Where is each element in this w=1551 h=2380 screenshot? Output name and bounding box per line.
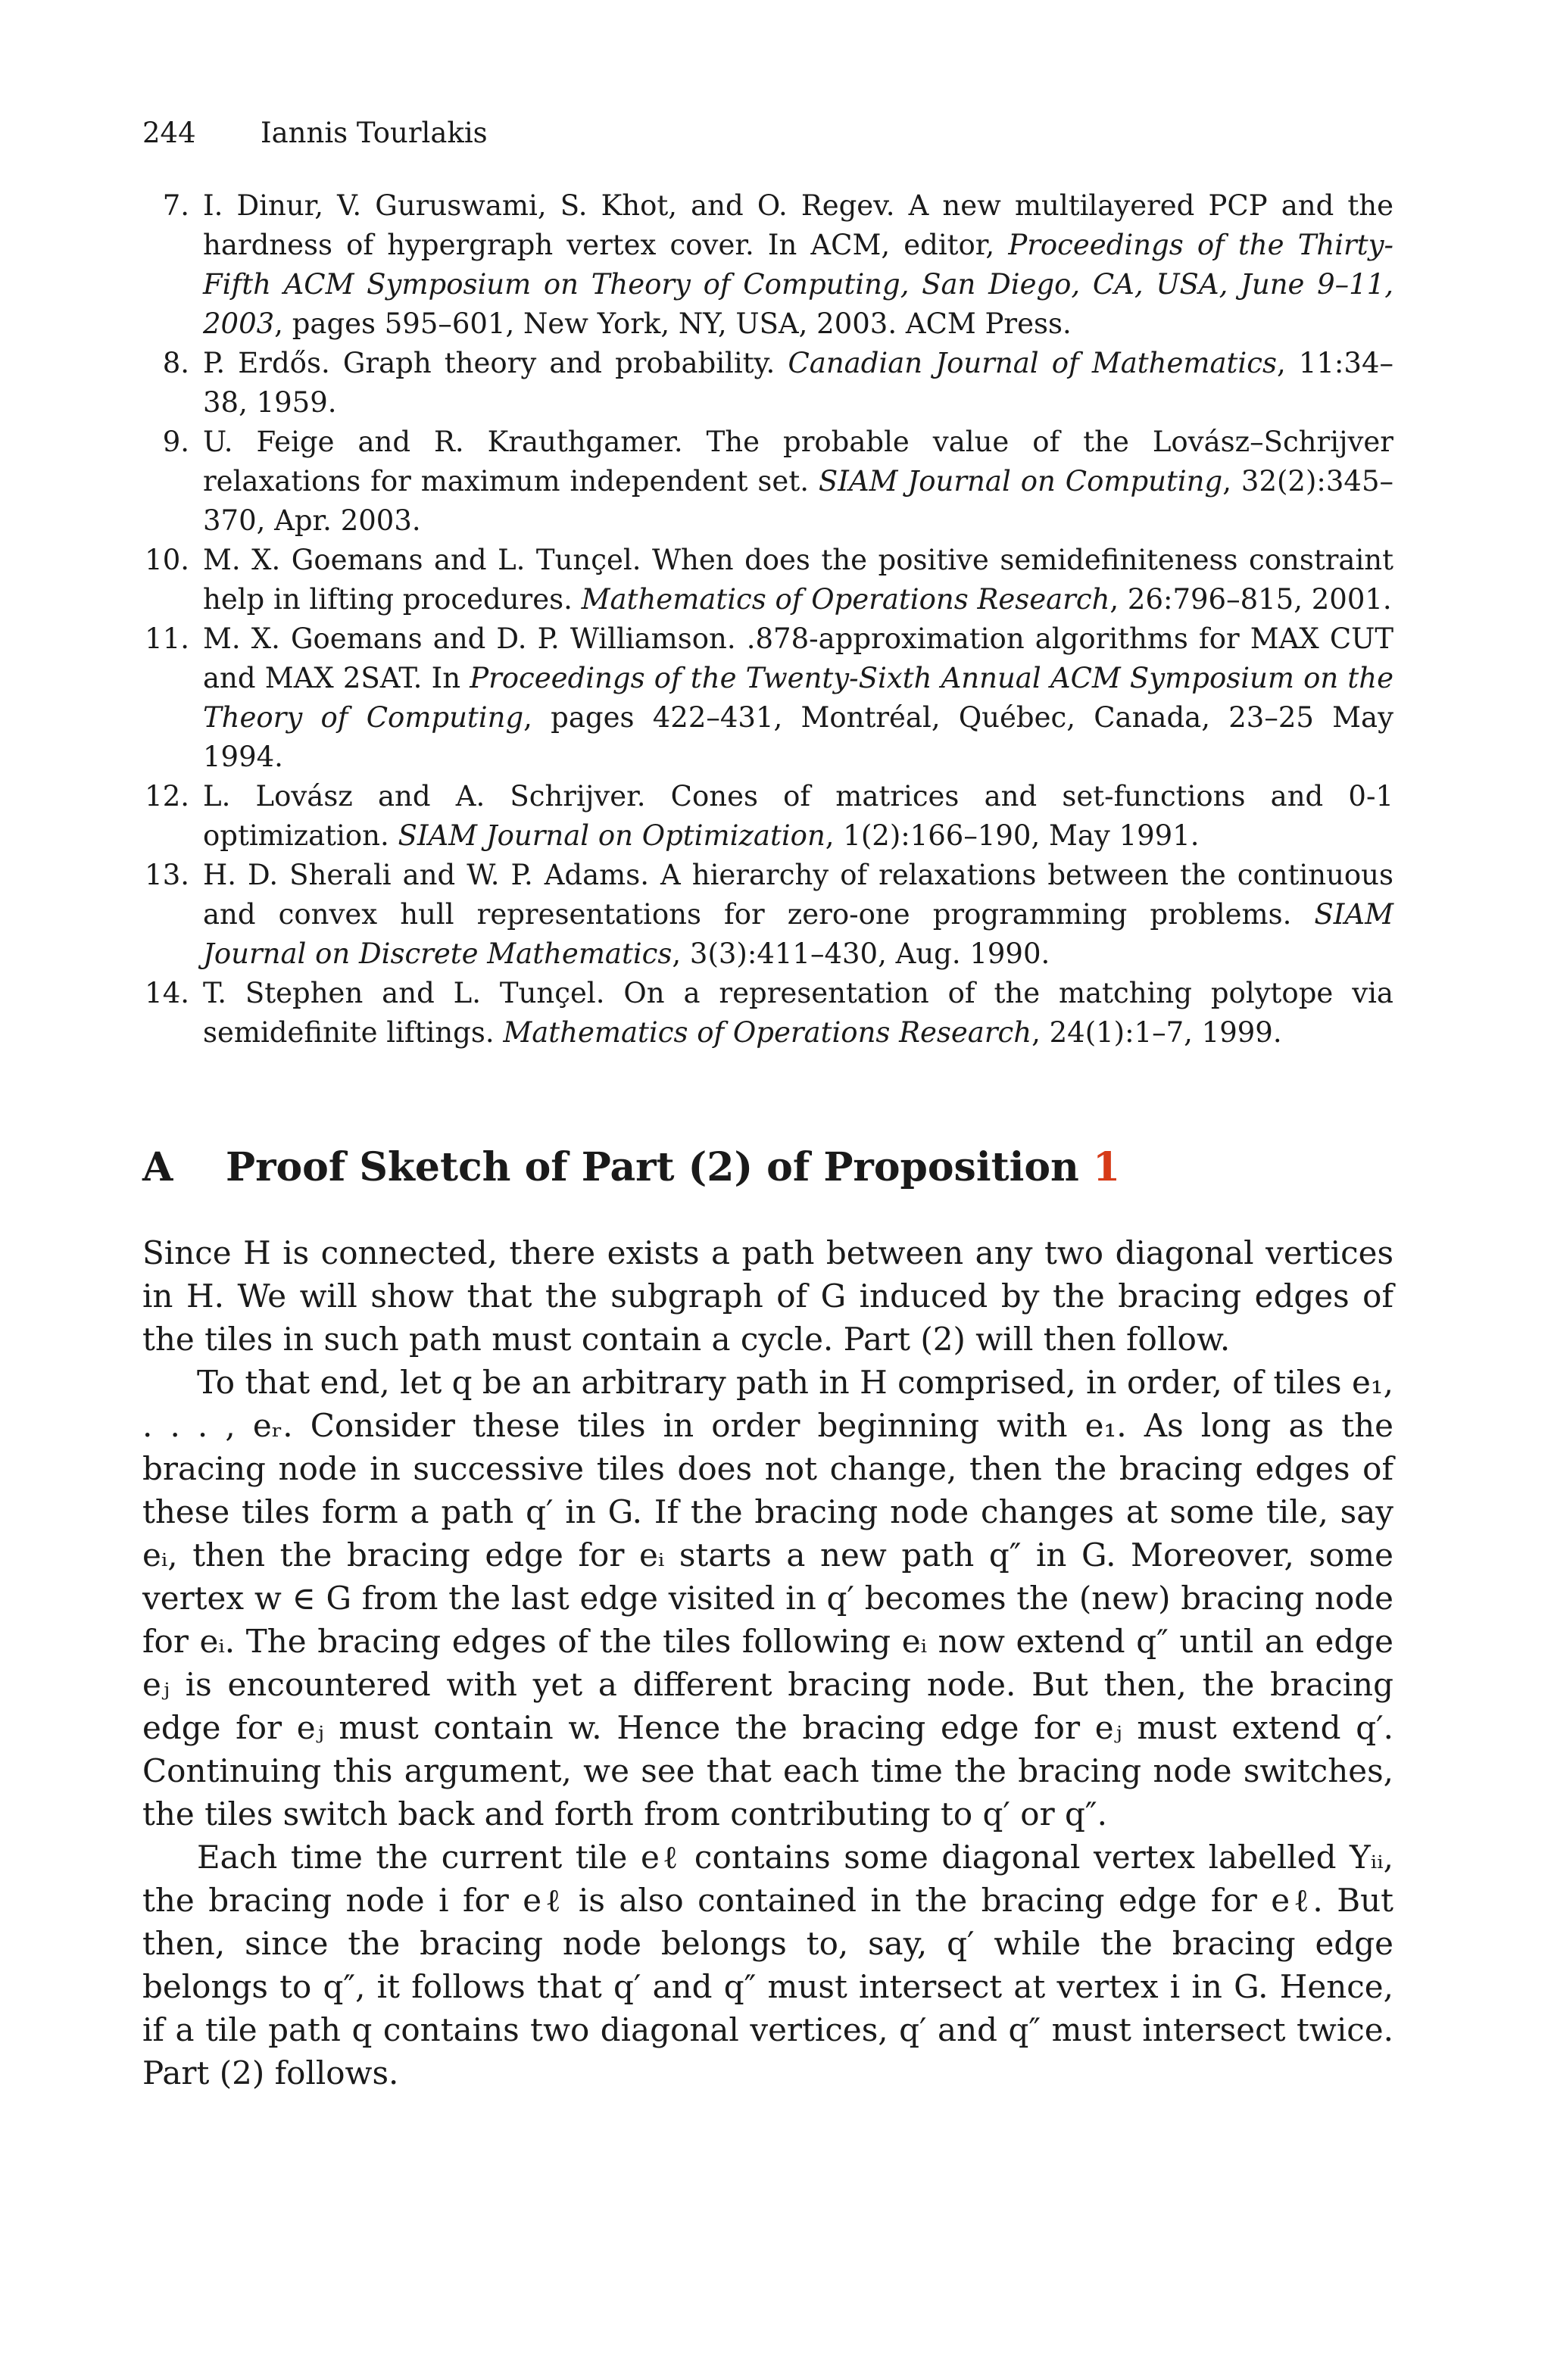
body-paragraph: To that end, let q be an arbitrary path in H comprised, in order, of tiles e₁, . . . , eᵣ. Consider these tiles in order beginning with e₁. As long as the bracing node in successive tiles does not change, then the bracing edges of these tiles form a path q′ in G. If the bracing node changes at some tile, say eᵢ, then the bracing edge for eᵢ starts a new path q″ in G. Moreover, some vertex w ∈ G from the last edge visited in q′ becomes the (new) bracing node for eᵢ. The bracing edges of the tiles following eᵢ now extend q″ until an edge eⱼ is encountered with yet a different bracing node. But then, the bracing edge for eⱼ must contain w. Hence the bracing edge for eⱼ must extend q′. Continuing this argument, we see that each time the bracing node switches, the tiles switch back and forth from contributing to q′ or q″. xyxy=(142,1364,1393,1833)
paper-page xyxy=(142,114,1393,2095)
reference-details: , 3(3):411–430, Aug. 1990. xyxy=(672,937,1050,970)
reference-details: , 1(2):166–190, May 1991. xyxy=(825,819,1200,852)
proposition-link[interactable]: 1 xyxy=(1092,1144,1121,1190)
page-number: 244 xyxy=(142,117,196,149)
reference-venue: SIAM Journal on Optimization xyxy=(398,819,825,852)
reference-item xyxy=(142,619,1393,777)
reference-number: 14. xyxy=(145,977,189,1009)
reference-number: 7. xyxy=(162,189,189,222)
section-heading xyxy=(142,1140,1393,1195)
reference-details: , 24(1):1–7, 1999. xyxy=(1031,1016,1282,1049)
reference-number: 8. xyxy=(162,347,189,379)
section-title: Proof Sketch of Part (2) of Proposition xyxy=(226,1144,1079,1190)
reference-item xyxy=(142,186,1393,344)
reference-details: , 32(2):345–370, Apr. 2003. xyxy=(203,465,1393,537)
reference-authors-title: T. Stephen and L. Tunçel. On a representation of the matching polytope via semidefinite liftings. xyxy=(203,977,1393,1049)
reference-venue: Canadian Journal of Mathematics xyxy=(788,347,1277,379)
reference-details: , 11:34–38, 1959. xyxy=(203,347,1393,419)
reference-authors-title: H. D. Sherali and W. P. Adams. A hierarchy of relaxations between the continuous and convex hull representations for zero-one programming problems. xyxy=(203,859,1393,931)
reference-authors-title: L. Lovász and A. Schrijver. Cones of matrices and set-functions and 0-1 optimization. xyxy=(203,780,1393,852)
reference-item xyxy=(142,344,1393,423)
reference-authors-title: I. Dinur, V. Guruswami, S. Khot, and O. Regev. A new multilayered PCP and the hardness of hypergraph vertex cover. In ACM, editor, xyxy=(203,189,1393,261)
reference-item xyxy=(142,541,1393,619)
reference-venue: Proceedings of the Twenty-Sixth Annual ACM Symposium on the Theory of Computing xyxy=(203,662,1393,734)
reference-number: 11. xyxy=(145,622,189,655)
reference-authors-title: M. X. Goemans and D. P. Williamson. .878-approximation algorithms for MAX CUT and MAX 2SAT. In xyxy=(203,622,1393,694)
reference-item xyxy=(142,423,1393,541)
reference-number: 10. xyxy=(145,544,189,576)
reference-details: , 26:796–815, 2001. xyxy=(1109,583,1392,616)
reference-venue: Mathematics of Operations Research xyxy=(503,1016,1032,1049)
reference-authors-title: U. Feige and R. Krauthgamer. The probable value of the Lovász–Schrijver relaxations for maximum independent set. xyxy=(203,426,1393,498)
reference-item xyxy=(142,777,1393,856)
reference-number: 12. xyxy=(145,780,189,813)
running-head xyxy=(142,114,1393,153)
reference-details: , pages 595–601, New York, NY, USA, 2003. ACM Press. xyxy=(274,307,1072,340)
reference-authors-title: M. X. Goemans and L. Tunçel. When does the positive semidefiniteness constraint help in lifting procedures. xyxy=(203,544,1393,616)
reference-number: 13. xyxy=(145,859,189,891)
body-paragraph: Each time the current tile eℓ contains some diagonal vertex labelled Yᵢᵢ, the bracing node i for eℓ is also contained in the bracing edge for eℓ. But then, since the bracing node belongs to, say, q′ while the bracing edge belongs to q″, it follows that q′ and q″ must intersect at vertex i in G. Hence, if a tile path q contains two diagonal vertices, q′ and q″ must intersect twice. Part (2) follows. xyxy=(142,1839,1393,2091)
running-author: Iannis Tourlakis xyxy=(261,117,488,149)
reference-item xyxy=(142,974,1393,1053)
body-paragraph: Since H is connected, there exists a path between any two diagonal vertices in H. We will show that the subgraph of G induced by the bracing edges of the tiles in such path must contain a cycle. Part (2) will then follow. xyxy=(142,1234,1393,1358)
reference-venue: SIAM Journal on Discrete Mathematics xyxy=(203,898,1393,970)
reference-venue: Mathematics of Operations Research xyxy=(581,583,1110,616)
reference-item xyxy=(142,856,1393,974)
reference-venue: SIAM Journal on Computing xyxy=(818,465,1223,498)
reference-authors-title: P. Erdős. Graph theory and probability. xyxy=(203,347,788,379)
reference-venue: Proceedings of the Thirty-Fifth ACM Symposium on Theory of Computing, San Diego, CA, USA, June 9–11, 2003 xyxy=(203,229,1393,340)
section-letter: A xyxy=(142,1144,173,1190)
reference-number: 9. xyxy=(162,426,189,458)
reference-list xyxy=(142,186,1393,1053)
reference-details: , pages 422–431, Montréal, Québec, Canada, 23–25 May 1994. xyxy=(203,701,1393,773)
